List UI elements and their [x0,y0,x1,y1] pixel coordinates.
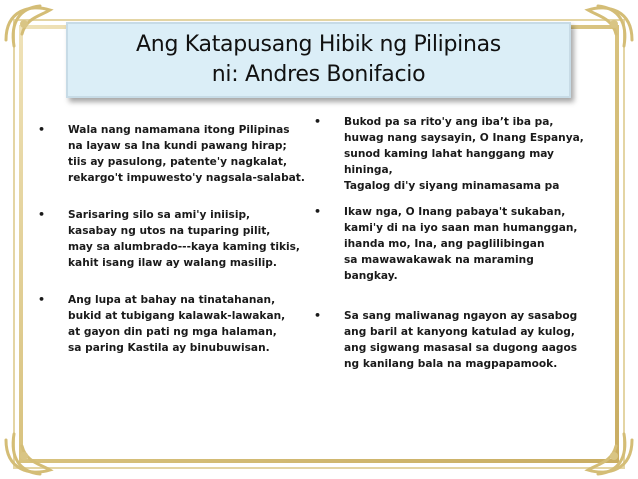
verse-line: rekargo't impuwesto'y nagsala-salabat. [68,172,305,184]
verse-line: ang baril at kanyong katulad ay kulog, [344,326,575,338]
slide-author: ni: Andres Bonifacio [211,62,426,87]
stanza [314,204,604,284]
stanza [38,122,308,186]
verse-line: Tagalog di'y siyang minamasama pa [344,180,560,192]
stanza [38,292,308,356]
verse-line: Ang lupa at bahay na tinatahanan, [68,294,276,306]
verse-line: ihanda mo, Ina, ang paglilibingan [344,238,545,250]
slide-title: Ang Katapusang Hibik ng Pilipinas [136,32,501,57]
verse-line: ng kanilang bala na magpapamook. [344,358,558,370]
verse-line: kami'y di na iyo saan man humanggan, [344,222,578,234]
stanza [314,114,604,194]
verse-line: hininga, [344,164,393,176]
stanza [38,207,308,271]
bullet-icon: • [314,205,322,218]
verse-line: bukid at tubigang kalawak-lawakan, [68,310,286,322]
verse-line: bangkay. [344,270,398,282]
verse-line: Wala nang namamana itong Pilipinas [68,124,290,136]
left-column [38,122,308,356]
verse-line: Ikaw nga, O Inang pabaya't sukaban, [344,206,566,218]
bullet-icon: • [38,123,46,136]
title-box [66,22,571,98]
verse-line: sa paring Kastila ay binubuwisan. [68,342,270,354]
verse-line: kasabay ng utos na tuparing pilit, [68,225,271,237]
verse-line: tiis ay pasulong, patente'y nagkalat, [68,156,288,168]
verse-line: Bukod pa sa rito'y ang iba’t iba pa, [344,116,554,128]
verse-line: sunod kaming lahat hanggang may [344,148,554,160]
verse-line: kahit isang ilaw ay walang masilip. [68,257,277,269]
verse-line: huwag nang saysayin, O Inang Espanya, [344,132,584,144]
verse-line: sa mawawakawak na maraming [344,254,534,266]
verse-line: Sa sang maliwanag ngayon ay sasabog [344,310,578,322]
verse-line: at gayon din pati ng mga halaman, [68,326,277,338]
verse-line: Sarisaring silo sa ami'y iniisip, [68,209,251,221]
bullet-icon: • [314,309,322,322]
right-column [314,114,604,372]
verse-line: na layaw sa Ina kundi pawang hirap; [68,140,287,152]
verse-line: ang sigwang masasal sa dugong aagos [344,342,578,354]
bullet-icon: • [38,293,46,306]
stanza [314,308,604,372]
verse-line: may sa alumbrado---kaya kaming tikis, [68,241,300,253]
bullet-icon: • [38,208,46,221]
bullet-icon: • [314,115,322,128]
